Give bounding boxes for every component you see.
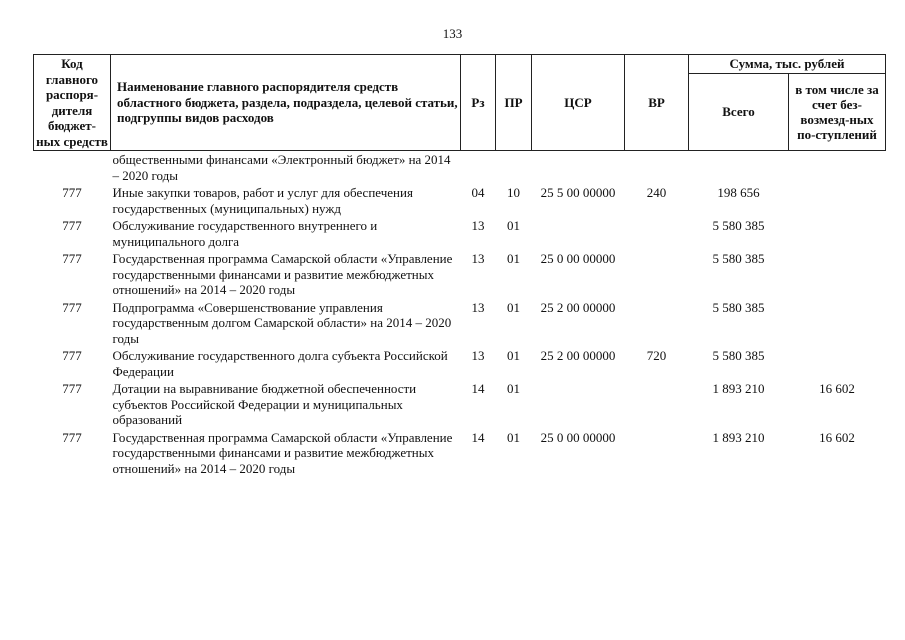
row-total: 5 580 385 [712, 299, 765, 315]
row-csr [532, 218, 625, 251]
table-row [34, 430, 886, 479]
row-pr: 01 [507, 251, 520, 266]
page-number: 133 [442, 26, 463, 41]
header-csr: ЦСР [532, 55, 625, 151]
header-rz: Рз [461, 55, 496, 151]
budget-table [33, 54, 886, 478]
row-name: Обслуживание государственного долга субъекта Российской Федерации [112, 348, 448, 379]
row-incl [789, 251, 886, 300]
table-row [34, 218, 886, 251]
header-vr: ВР [625, 55, 689, 151]
row-rz: 13 [471, 348, 485, 363]
row-incl [789, 300, 886, 349]
row-vr: 240 [646, 185, 667, 200]
row-csr: 25 0 00 00000 [540, 429, 616, 445]
row-csr [532, 381, 625, 430]
row-code: 777 [62, 299, 82, 315]
row-pr: 10 [507, 185, 520, 200]
row-vr [625, 251, 689, 300]
row-vr [625, 218, 689, 251]
header-name: Наименование главного распорядителя средств областного бюджета, раздела, подраздела, целевой статьи, подгруппы видов расходов [111, 55, 461, 151]
table-row [34, 300, 886, 349]
row-rz: 13 [471, 218, 485, 233]
header-pr: ПР [496, 55, 532, 151]
row-pr: 01 [507, 218, 520, 233]
row-code: 777 [62, 251, 82, 266]
row-code: 777 [62, 381, 82, 396]
row-pr: 01 [507, 299, 520, 315]
header-incl: в том числе за счет без-возмезд-ных по-ступлений [789, 73, 886, 151]
continuation-row [34, 151, 886, 186]
row-vr: 720 [646, 348, 667, 363]
row-vr [625, 300, 689, 349]
row-code: 777 [62, 348, 82, 363]
row-name: Дотации на выравнивание бюджетной обеспеченности субъектов Российской Федерации и муниципальных образований [112, 381, 417, 427]
row-name: Обслуживание государственного внутреннего и муниципального долга [112, 218, 378, 249]
row-code: 777 [62, 185, 82, 200]
row-rz: 14 [471, 381, 485, 396]
row-vr [625, 381, 689, 430]
row-rz: 14 [471, 429, 485, 445]
header-total: Всего [689, 73, 789, 151]
row-rz: 13 [471, 251, 485, 266]
continuation-text: общественными финансами «Электронный бюджет» на 2014 – 2020 годы [112, 152, 451, 183]
row-total: 1 893 210 [712, 429, 765, 445]
row-incl [789, 218, 886, 251]
row-total: 5 580 385 [712, 251, 765, 266]
table-row [34, 348, 886, 381]
row-total: 198 656 [717, 185, 760, 200]
header-code: Код главного распоря-дителя бюджет-ных средств [34, 55, 111, 151]
table-row [34, 185, 886, 218]
row-vr [625, 430, 689, 479]
row-total: 1 893 210 [712, 381, 765, 396]
table-row [34, 381, 886, 430]
row-incl [789, 185, 886, 218]
row-incl: 16 602 [819, 429, 855, 445]
row-rz: 04 [471, 185, 485, 200]
row-incl: 16 602 [819, 381, 855, 396]
row-rz: 13 [471, 299, 485, 315]
row-csr: 25 0 00 00000 [540, 251, 616, 266]
row-total: 5 580 385 [712, 348, 765, 363]
row-name: Иные закупки товаров, работ и услуг для обеспечения государственных (муниципальных) нужд [112, 185, 413, 216]
row-name: Государственная программа Самарской области «Управление государственными финансами и развитие межбюджетных отношений» на 2014 – 2020 годы [112, 251, 453, 297]
row-csr: 25 2 00 00000 [540, 299, 616, 315]
row-pr: 01 [507, 381, 520, 396]
row-pr: 01 [507, 429, 520, 445]
row-incl [789, 348, 886, 381]
row-code: 777 [62, 218, 82, 233]
row-csr: 25 2 00 00000 [540, 348, 616, 363]
table-row [34, 251, 886, 300]
row-total: 5 580 385 [712, 218, 765, 233]
row-csr: 25 5 00 00000 [540, 185, 616, 200]
row-pr: 01 [507, 348, 520, 363]
header-sum: Сумма, тыс. рублей [689, 55, 886, 74]
row-name: Подпрограмма «Совершенствование управления государственным долгом Самарской области» на 2014 – 2020 годы [112, 299, 452, 346]
row-name: Государственная программа Самарской области «Управление государственными финансами и развитие межбюджетных отношений» на 2014 – 2020 годы [112, 429, 453, 476]
row-code: 777 [62, 429, 82, 445]
